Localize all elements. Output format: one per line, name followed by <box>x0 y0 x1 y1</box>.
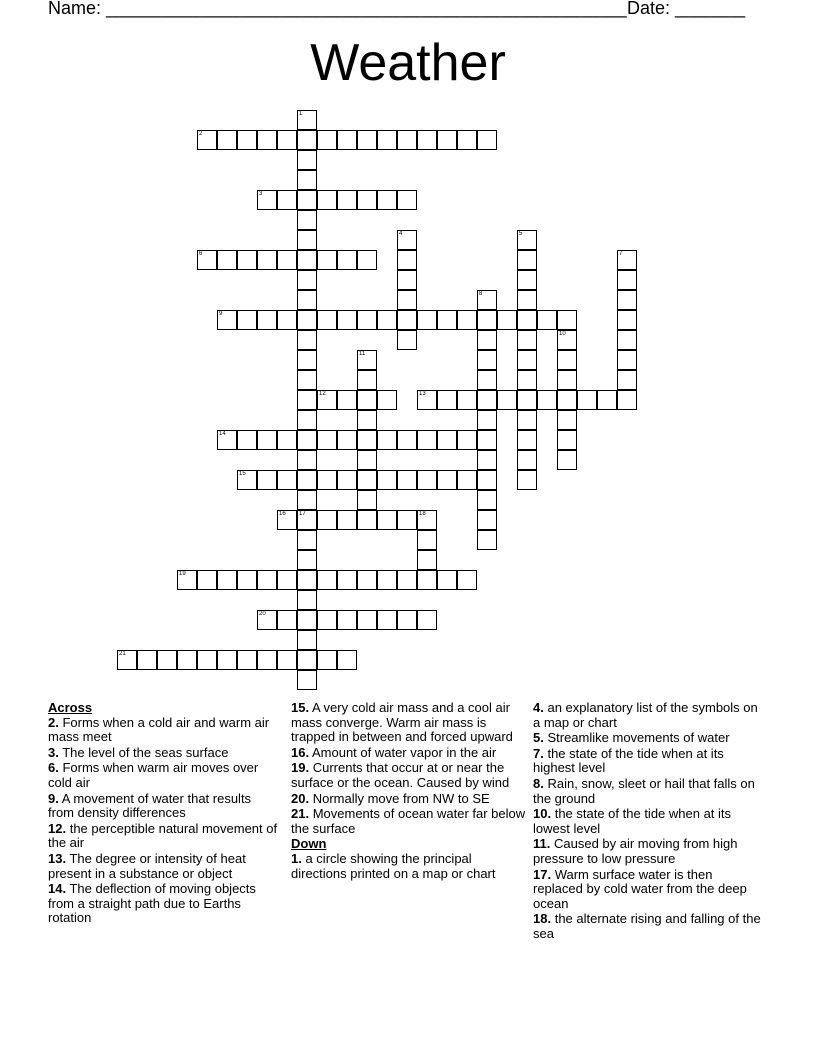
grid-cell[interactable] <box>357 490 377 510</box>
grid-cell[interactable] <box>337 250 357 270</box>
clue-number: 11 <box>359 351 366 357</box>
grid-cell[interactable] <box>357 510 377 530</box>
grid-cell[interactable] <box>437 470 457 490</box>
grid-cell[interactable] <box>277 250 297 270</box>
grid-cell[interactable] <box>617 330 637 350</box>
clue-item <box>291 746 527 761</box>
clue-item <box>291 852 527 881</box>
grid-cell[interactable] <box>357 470 377 490</box>
clue-item-text: The degree or intensity of heat present in a substance or object <box>48 850 246 881</box>
name-field-line: Name: ____________________________________________________ <box>48 0 627 18</box>
grid-cell[interactable] <box>557 370 577 390</box>
clues-column-2 <box>291 701 527 882</box>
grid-cell[interactable] <box>477 310 497 330</box>
clue-item-text: Warm surface water is then replaced by cold water from the deep ocean <box>533 866 747 911</box>
grid-cell[interactable] <box>517 410 537 430</box>
clue-number: 16 <box>279 511 286 517</box>
grid-cell[interactable] <box>257 130 277 150</box>
date-field-line: Date: _______ <box>627 0 746 18</box>
grid-cell[interactable] <box>297 250 317 270</box>
grid-cell[interactable] <box>277 130 297 150</box>
grid-cell[interactable] <box>317 390 337 410</box>
clue-item-text: Forms when warm air moves over cold air <box>48 760 259 790</box>
clue-item-number: 13. <box>48 850 67 866</box>
grid-cell[interactable] <box>217 570 237 590</box>
grid-cell[interactable] <box>297 410 317 430</box>
grid-cell[interactable] <box>597 390 617 410</box>
clue-item-number: 11. <box>533 836 551 852</box>
grid-cell[interactable] <box>557 390 577 410</box>
grid-cell[interactable] <box>557 330 577 350</box>
grid-cell[interactable] <box>457 430 477 450</box>
grid-cell[interactable] <box>377 390 397 410</box>
grid-cell[interactable] <box>517 330 537 350</box>
clue-number: 20 <box>259 611 266 617</box>
clue-item-number: 6. <box>48 760 59 776</box>
clue-item-text: Streamlike movements of water <box>547 730 730 746</box>
grid-cell[interactable] <box>297 190 317 210</box>
grid-cell[interactable] <box>337 390 357 410</box>
grid-cell[interactable] <box>357 570 377 590</box>
grid-cell[interactable] <box>297 670 317 690</box>
grid-cell[interactable] <box>437 430 457 450</box>
clue-number: 8 <box>479 291 483 297</box>
grid-cell[interactable] <box>237 430 257 450</box>
grid-cell[interactable] <box>217 250 237 270</box>
grid-cell[interactable] <box>317 430 337 450</box>
grid-cell[interactable] <box>517 390 537 410</box>
grid-cell[interactable] <box>357 250 377 270</box>
grid-cell[interactable] <box>297 330 317 350</box>
grid-cell[interactable] <box>617 350 637 370</box>
grid-cell[interactable] <box>277 510 297 530</box>
grid-cell[interactable] <box>297 630 317 650</box>
clue-item-number: 2. <box>48 714 59 730</box>
clue-item <box>533 731 763 746</box>
section-heading: Across <box>48 700 93 715</box>
grid-cell[interactable] <box>357 350 377 370</box>
grid-cell[interactable] <box>617 270 637 290</box>
grid-cell[interactable] <box>417 310 437 330</box>
clue-item-number: 21. <box>291 806 310 822</box>
clue-item-number: 12. <box>48 820 67 836</box>
grid-cell[interactable] <box>477 530 497 550</box>
clue-item-text: the state of the tide when at its lowest level <box>533 806 732 836</box>
grid-cell[interactable] <box>237 470 257 490</box>
grid-cell[interactable] <box>357 390 377 410</box>
page-title: Weather <box>310 34 506 92</box>
grid-cell[interactable] <box>317 650 337 670</box>
grid-cell[interactable] <box>377 470 397 490</box>
clue-number: 14 <box>219 431 226 437</box>
clue-item-number: 8. <box>533 775 544 791</box>
clue-item-text: Normally move from NW to SE <box>312 790 490 806</box>
clue-item-text: the alternate rising and falling of the sea <box>533 911 761 941</box>
grid-cell[interactable] <box>417 130 437 150</box>
grid-cell[interactable] <box>377 190 397 210</box>
clue-item <box>48 882 278 926</box>
grid-cell[interactable] <box>297 390 317 410</box>
grid-cell[interactable] <box>297 470 317 490</box>
grid-cell[interactable] <box>217 310 237 330</box>
grid-cell[interactable] <box>397 570 417 590</box>
clue-item <box>291 701 527 745</box>
grid-cell[interactable] <box>397 270 417 290</box>
clue-item <box>533 837 763 866</box>
grid-cell[interactable] <box>317 250 337 270</box>
grid-cell[interactable] <box>557 410 577 430</box>
clue-item-number: 9. <box>48 790 59 806</box>
clue-item <box>48 852 278 881</box>
grid-cell[interactable] <box>297 450 317 470</box>
clue-item-text: the state of the tide when at its highest level <box>533 745 724 776</box>
grid-cell[interactable] <box>457 390 477 410</box>
grid-cell[interactable] <box>617 310 637 330</box>
grid-cell[interactable] <box>257 470 277 490</box>
clue-number: 5 <box>519 231 523 237</box>
grid-cell[interactable] <box>297 610 317 630</box>
grid-cell[interactable] <box>377 610 397 630</box>
clue-item <box>533 747 763 776</box>
grid-cell[interactable] <box>377 430 397 450</box>
grid-cell[interactable] <box>297 230 317 250</box>
grid-cell[interactable] <box>297 510 317 530</box>
grid-cell[interactable] <box>317 470 337 490</box>
grid-cell[interactable] <box>277 430 297 450</box>
grid-cell[interactable] <box>497 310 517 330</box>
clue-number: 12 <box>319 391 326 397</box>
grid-cell[interactable] <box>217 430 237 450</box>
clue-item <box>533 868 763 912</box>
grid-cell[interactable] <box>557 310 577 330</box>
grid-cell[interactable] <box>277 570 297 590</box>
clue-item-number: 1. <box>291 850 302 866</box>
grid-cell[interactable] <box>417 470 437 490</box>
clue-item <box>533 777 763 806</box>
grid-cell[interactable] <box>517 310 537 330</box>
grid-cell[interactable] <box>237 130 257 150</box>
grid-cell[interactable] <box>417 570 437 590</box>
grid-cell[interactable] <box>397 470 417 490</box>
grid-cell[interactable] <box>277 470 297 490</box>
grid-cell[interactable] <box>177 570 197 590</box>
grid-cell[interactable] <box>457 470 477 490</box>
grid-cell[interactable] <box>477 470 497 490</box>
grid-cell[interactable] <box>357 130 377 150</box>
grid-cell[interactable] <box>377 310 397 330</box>
grid-cell[interactable] <box>517 250 537 270</box>
grid-cell[interactable] <box>577 390 597 410</box>
grid-cell[interactable] <box>357 450 377 470</box>
clue-item-text: Movements of ocean water far below the surface <box>291 806 526 836</box>
grid-cell[interactable] <box>417 510 437 530</box>
grid-cell[interactable] <box>357 430 377 450</box>
clue-item-text: Forms when a cold air and warm air mass meet <box>48 714 270 745</box>
grid-cell[interactable] <box>537 310 557 330</box>
grid-cell[interactable] <box>517 450 537 470</box>
clue-item <box>533 912 763 941</box>
grid-cell[interactable] <box>417 430 437 450</box>
grid-cell[interactable] <box>297 350 317 370</box>
grid-cell[interactable] <box>257 650 277 670</box>
grid-cell[interactable] <box>217 130 237 150</box>
clue-number: 10 <box>559 331 566 337</box>
grid-cell[interactable] <box>477 350 497 370</box>
clue-item-number: 14. <box>48 881 67 897</box>
grid-cell[interactable] <box>297 170 317 190</box>
grid-cell[interactable] <box>437 310 457 330</box>
grid-cell[interactable] <box>377 510 397 530</box>
clue-item-text: an explanatory list of the symbols on a map or chart <box>533 700 758 730</box>
grid-cell[interactable] <box>237 310 257 330</box>
grid-cell[interactable] <box>397 510 417 530</box>
clue-item-text: The deflection of moving objects from a straight path due to Earths rotation <box>48 881 256 926</box>
grid-cell[interactable] <box>317 310 337 330</box>
clue-number: 3 <box>259 191 263 197</box>
grid-cell[interactable] <box>617 370 637 390</box>
grid-cell[interactable] <box>297 110 317 130</box>
clue-item-number: 20. <box>291 790 310 806</box>
grid-cell[interactable] <box>277 650 297 670</box>
grid-cell[interactable] <box>517 290 537 310</box>
grid-cell[interactable] <box>397 230 417 250</box>
grid-cell[interactable] <box>517 430 537 450</box>
grid-cell[interactable] <box>337 570 357 590</box>
grid-cell[interactable] <box>297 570 317 590</box>
clue-item-text: Amount of water vapor in the air <box>311 744 497 760</box>
grid-cell[interactable] <box>197 570 217 590</box>
clue-number: 7 <box>619 251 623 257</box>
grid-cell[interactable] <box>157 650 177 670</box>
clues-column-1 <box>48 701 278 927</box>
grid-cell[interactable] <box>297 310 317 330</box>
grid-cell[interactable] <box>137 650 157 670</box>
clue-item-number: 19. <box>291 760 310 776</box>
grid-cell[interactable] <box>477 330 497 350</box>
grid-cell[interactable] <box>317 130 337 150</box>
grid-cell[interactable] <box>477 370 497 390</box>
grid-cell[interactable] <box>357 410 377 430</box>
grid-cell[interactable] <box>417 610 437 630</box>
clue-number: 13 <box>419 391 426 397</box>
grid-cell[interactable] <box>357 610 377 630</box>
grid-cell[interactable] <box>257 250 277 270</box>
grid-cell[interactable] <box>297 210 317 230</box>
grid-cell[interactable] <box>477 130 497 150</box>
grid-cell[interactable] <box>357 190 377 210</box>
grid-cell[interactable] <box>297 590 317 610</box>
clue-item-text: A movement of water that results from density differences <box>48 790 252 821</box>
grid-cell[interactable] <box>337 610 357 630</box>
grid-cell[interactable] <box>317 570 337 590</box>
grid-cell[interactable] <box>617 390 637 410</box>
grid-cell[interactable] <box>297 150 317 170</box>
grid-cell[interactable] <box>457 130 477 150</box>
grid-cell[interactable] <box>297 290 317 310</box>
grid-cell[interactable] <box>257 190 277 210</box>
grid-cell[interactable] <box>457 570 477 590</box>
grid-cell[interactable] <box>317 510 337 530</box>
clue-item <box>48 822 278 851</box>
grid-cell[interactable] <box>297 530 317 550</box>
clue-number: 17 <box>299 511 306 517</box>
section-heading: Down <box>291 836 327 852</box>
grid-cell[interactable] <box>337 430 357 450</box>
grid-cell[interactable] <box>517 370 537 390</box>
grid-cell[interactable] <box>117 650 137 670</box>
clue-item-number: 16. <box>291 744 310 760</box>
clue-number: 21 <box>119 651 126 657</box>
grid-cell[interactable] <box>237 570 257 590</box>
clue-item-text: The level of the seas surface <box>62 744 229 760</box>
clue-number: 9 <box>219 311 223 317</box>
grid-cell[interactable] <box>257 430 277 450</box>
grid-cell[interactable] <box>257 310 277 330</box>
clue-number: 4 <box>399 231 403 237</box>
clue-item <box>48 746 278 761</box>
grid-cell[interactable] <box>477 430 497 450</box>
grid-cell[interactable] <box>297 430 317 450</box>
grid-cell[interactable] <box>297 370 317 390</box>
grid-cell[interactable] <box>337 470 357 490</box>
clue-item-text: A very cold air mass and a cool air mass converge. Warm air mass is trapped in between and forced upward <box>291 700 513 745</box>
clue-item-text: Caused by air moving from high pressure to low pressure <box>533 836 738 866</box>
grid-cell[interactable] <box>297 650 317 670</box>
grid-cell[interactable] <box>277 610 297 630</box>
grid-cell[interactable] <box>257 570 277 590</box>
grid-cell[interactable] <box>337 650 357 670</box>
grid-cell[interactable] <box>397 330 417 350</box>
clue-item <box>533 701 763 730</box>
grid-cell[interactable] <box>357 310 377 330</box>
grid-cell[interactable] <box>477 490 497 510</box>
clue-item-text: a circle showing the principal directions printed on a map or chart <box>291 850 496 881</box>
grid-cell[interactable] <box>237 250 257 270</box>
clue-item-number: 3. <box>48 744 59 760</box>
clue-item-number: 17. <box>533 866 552 882</box>
grid-cell[interactable] <box>477 390 497 410</box>
grid-cell[interactable] <box>337 190 357 210</box>
grid-cell[interactable] <box>397 190 417 210</box>
clue-item <box>291 761 527 790</box>
grid-cell[interactable] <box>497 390 517 410</box>
clue-item-text: the perceptible natural movement of the air <box>48 820 278 851</box>
clue-item-number: 7. <box>533 745 544 761</box>
clue-item-text: Currents that occur at or near the surface or the ocean. Caused by wind <box>291 760 510 790</box>
clue-item <box>291 792 527 807</box>
grid-cell[interactable] <box>557 450 577 470</box>
grid-cell[interactable] <box>537 390 557 410</box>
grid-cell[interactable] <box>397 130 417 150</box>
grid-cell[interactable] <box>377 570 397 590</box>
grid-cell[interactable] <box>397 610 417 630</box>
grid-cell[interactable] <box>517 350 537 370</box>
grid-cell[interactable] <box>197 650 217 670</box>
clue-item <box>48 792 278 821</box>
grid-cell[interactable] <box>297 550 317 570</box>
clue-number: 1 <box>299 111 303 117</box>
grid-cell[interactable] <box>377 130 397 150</box>
grid-cell[interactable] <box>477 510 497 530</box>
grid-cell[interactable] <box>437 390 457 410</box>
clue-item-number: 5. <box>533 730 544 746</box>
grid-cell[interactable] <box>197 250 217 270</box>
grid-cell[interactable] <box>417 530 437 550</box>
grid-cell[interactable] <box>337 510 357 530</box>
grid-cell[interactable] <box>617 250 637 270</box>
grid-cell[interactable] <box>297 270 317 290</box>
grid-cell[interactable] <box>557 350 577 370</box>
grid-cell[interactable] <box>277 310 297 330</box>
clues-column-3 <box>533 701 763 943</box>
clue-item-number: 4. <box>533 700 544 715</box>
clue-item <box>48 761 278 790</box>
grid-cell[interactable] <box>297 490 317 510</box>
grid-cell[interactable] <box>417 550 437 570</box>
clue-number: 19 <box>179 571 186 577</box>
grid-cell[interactable] <box>417 390 437 410</box>
grid-cell[interactable] <box>337 130 357 150</box>
grid-cell[interactable] <box>397 310 417 330</box>
grid-cell[interactable] <box>477 450 497 470</box>
grid-cell[interactable] <box>317 190 337 210</box>
clue-item-number: 18. <box>533 911 552 927</box>
grid-cell[interactable] <box>357 370 377 390</box>
grid-cell[interactable] <box>277 190 297 210</box>
clue-item <box>48 716 278 745</box>
grid-cell[interactable] <box>217 650 237 670</box>
grid-cell[interactable] <box>477 410 497 430</box>
grid-cell[interactable] <box>617 290 637 310</box>
clue-number: 15 <box>239 471 246 477</box>
grid-cell[interactable] <box>437 570 457 590</box>
clue-number: 6 <box>199 251 203 257</box>
grid-cell[interactable] <box>237 650 257 670</box>
grid-cell[interactable] <box>397 250 417 270</box>
grid-cell[interactable] <box>317 610 337 630</box>
grid-cell[interactable] <box>517 470 537 490</box>
grid-cell[interactable] <box>397 290 417 310</box>
grid-cell[interactable] <box>337 310 357 330</box>
clue-number: 18 <box>419 511 426 517</box>
clue-item-text: Rain, snow, sleet or hail that falls on the ground <box>533 775 755 806</box>
grid-cell[interactable] <box>437 130 457 150</box>
grid-cell[interactable] <box>297 130 317 150</box>
clue-item-number: 10. <box>533 806 552 822</box>
clue-item <box>533 807 763 836</box>
grid-cell[interactable] <box>517 230 537 250</box>
grid-cell[interactable] <box>397 430 417 450</box>
grid-cell[interactable] <box>517 270 537 290</box>
grid-cell[interactable] <box>557 430 577 450</box>
grid-cell[interactable] <box>457 310 477 330</box>
grid-cell[interactable] <box>177 650 197 670</box>
clue-item <box>291 807 527 836</box>
grid-cell[interactable] <box>477 290 497 310</box>
clue-item-number: 15. <box>291 700 310 715</box>
clue-number: 2 <box>199 131 203 137</box>
grid-cell[interactable] <box>257 610 277 630</box>
grid-cell[interactable] <box>197 130 217 150</box>
